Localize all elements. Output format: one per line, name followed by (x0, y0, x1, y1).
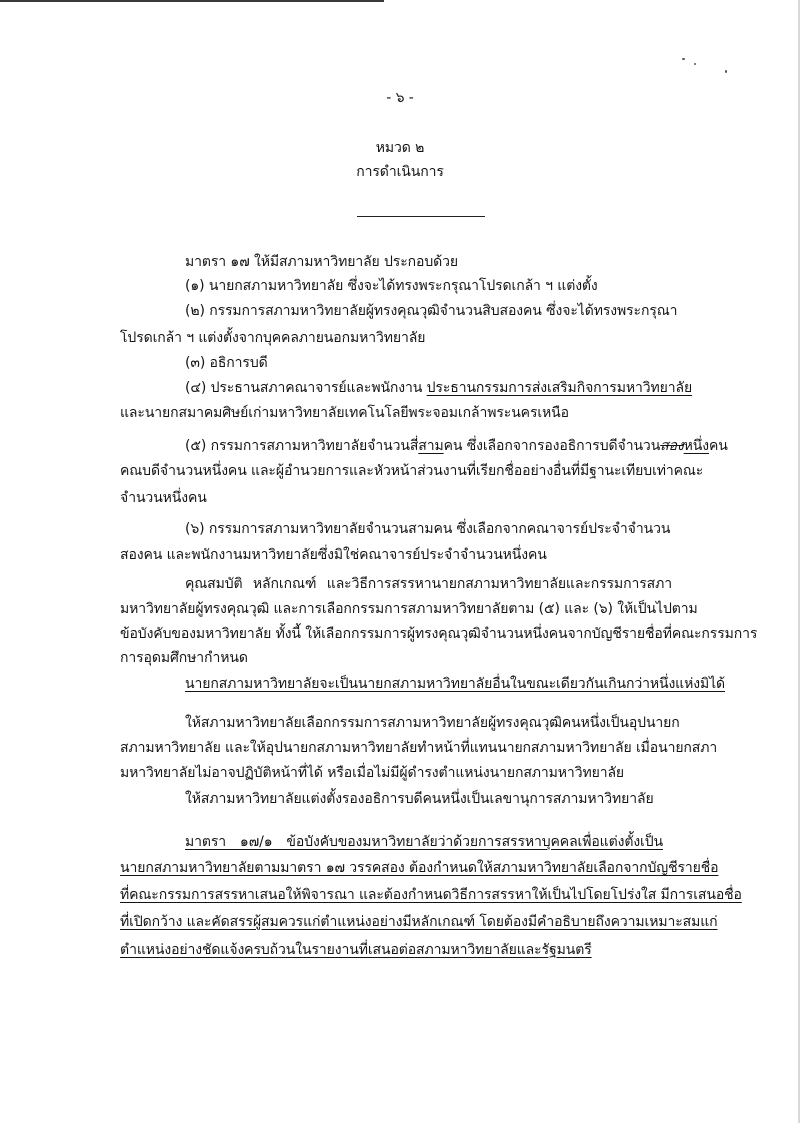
item-5 (185, 436, 728, 456)
item-2: (๒) กรรมการสภามหาวิทยาลัยผู้ทรงคุณวุฒิจำนวนสิบสองคน ซึ่งจะได้ทรงพระกรุณา (185, 303, 678, 319)
item-2-cont: โปรดเกล้า ฯ แต่งตั้งจากบุคคลภายนอกมหาวิทยาลัย (120, 330, 426, 346)
item-5-cont-2: จำนวนหนึ่งคน (120, 490, 207, 506)
chapter-title: หมวด ๒ (375, 140, 425, 156)
item-6: (๖) กรรมการสภามหาวิทยาลัยจำนวนสามคน ซึ่งเลือกจากคณาจารย์ประจำจำนวน (185, 521, 671, 537)
vice-chair-line-3: มหาวิทยาลัยไม่อาจปฏิบัติหน้าที่ได้ หรือเมื่อไม่มีผู้ดำรงตำแหน่งนายกสภามหาวิทยาลัย (120, 765, 625, 781)
vice-chair-line-2: สภามหาวิทยาลัย และให้อุปนายกสภามหาวิทยาลัยทำหน้าที่แทนนายกสภามหาวิทยาลัย เมื่อนายกสภา (120, 740, 718, 756)
restriction-amendment: นายกสภามหาวิทยาลัยจะเป็นนายกสภามหาวิทยาลัยอื่นในขณะเดียวกันเกินกว่าหนึ่งแห่งมิได้ (185, 676, 726, 692)
secretary-paragraph: ให้สภามหาวิทยาลัยแต่งตั้งรองอธิการบดีคนหนึ่งเป็นเลขานุการสภามหาวิทยาลัย (185, 791, 654, 807)
qualifications-paragraph: คุณสมบัติ หลักเกณฑ์ และวิธีการสรรหานายกสภามหาวิทยาลัยและกรรมการสภา (185, 576, 672, 592)
item-1: (๑) นายกสภามหาวิทยาลัย ซึ่งจะได้ทรงพระกรุณาโปรดเกล้า ฯ แต่งตั้ง (185, 278, 598, 294)
item-5-text-2: คน ซึ่งเลือกจากรองอธิการบดีจำนวน (443, 438, 661, 454)
page-number: - ๖ - (386, 90, 414, 106)
item-5-text-3: คน (709, 438, 728, 454)
section-divider (357, 216, 485, 217)
chapter-subtitle: การดำเนินการ (356, 164, 444, 180)
item-5-amend-three: สาม (418, 438, 444, 454)
item-4-cont: และนายกสมาคมศิษย์เก่ามหาวิทยาลัยเทคโนโลยีพระจอมเกล้าพระนครเหนือ (120, 405, 569, 421)
item-5-text: (๕) กรรมการสภามหาวิทยาลัยจำนวนสี่ (185, 438, 419, 454)
item-4-amendment: ประธานกรรมการส่งเสริมกิจการมหาวิทยาลัย (426, 380, 693, 396)
section-17-1-line-4: ที่เปิดกว้าง และคัดสรรผู้สมควรแก่ตำแหน่งอย่างมีหลักเกณฑ์ โดยต้องมีคำอธิบายถึงความเหมาะสมแก่ (120, 914, 718, 930)
vice-chair-paragraph: ให้สภามหาวิทยาลัยเลือกกรรมการสภามหาวิทยาลัยผู้ทรงคุณวุฒิคนหนึ่งเป็นอุปนายก (185, 715, 680, 731)
section-17-1-line-3: ที่คณะกรรมการสรรหาเสนอให้พิจารณา และต้องกำหนดวิธีการสรรหาให้เป็นไปโดยโปร่งใส มีการเสนอชื่อ (120, 887, 742, 903)
qualifications-line-2: มหาวิทยาลัยผู้ทรงคุณวุฒิ และการเลือกกรรมการสภามหาวิทยาลัยตาม (๕) และ (๖) ให้เป็นไปตาม (120, 601, 698, 617)
scan-speck (682, 58, 685, 60)
section-17-1-line-5: ตำแหน่งอย่างชัดแจ้งครบถ้วนในรายงานที่เสนอต่อสภามหาวิทยาลัยและรัฐมนตรี (120, 942, 592, 958)
scan-speck (725, 70, 727, 73)
item-3: (๓) อธิการบดี (185, 355, 268, 371)
item-4-text: (๔) ประธานสภาคณาจารย์และพนักงาน (185, 380, 427, 396)
scan-speck (694, 63, 696, 65)
item-5-cont: คณบดีจำนวนหนึ่งคน และผู้อำนวยการและหัวหน้าส่วนงานที่เรียกชื่ออย่างอื่นที่มีฐานะเทียบเท่าคณะ (120, 463, 704, 479)
section-17-heading: มาตรา ๑๗ ให้มีสภามหาวิทยาลัย ประกอบด้วย (185, 254, 458, 270)
item-5-struck-two: สอง (660, 438, 684, 454)
section-17-1-line-2: นายกสภามหาวิทยาลัยตามมาตรา ๑๗ วรรคสอง ต้องกำหนดให้สภามหาวิทยาลัยเลือกจากบัญชีรายชื่อ (120, 860, 719, 876)
qualifications-line-4: การอุดมศึกษากำหนด (120, 650, 248, 666)
item-4 (185, 378, 692, 398)
qualifications-line-3: ข้อบังคับของมหาวิทยาลัย ทั้งนี้ ให้เลือกกรรมการผู้ทรงคุณวุฒิจำนวนหนึ่งคนจากบัญชีรายชื่อที่คณะกรรมการ (120, 626, 758, 642)
item-6-cont: สองคน และพนักงานมหาวิทยาลัยซึ่งมิใช่คณาจารย์ประจำจำนวนหนึ่งคน (120, 547, 547, 563)
section-17-1-heading: มาตรา ๑๗/๑ ข้อบังคับของมหาวิทยาลัยว่าด้วยการสรรหาบุคคลเพื่อแต่งตั้งเป็น (185, 834, 663, 850)
item-5-amend-one: หนึ่ง (683, 438, 710, 454)
scan-edge (0, 0, 384, 2)
